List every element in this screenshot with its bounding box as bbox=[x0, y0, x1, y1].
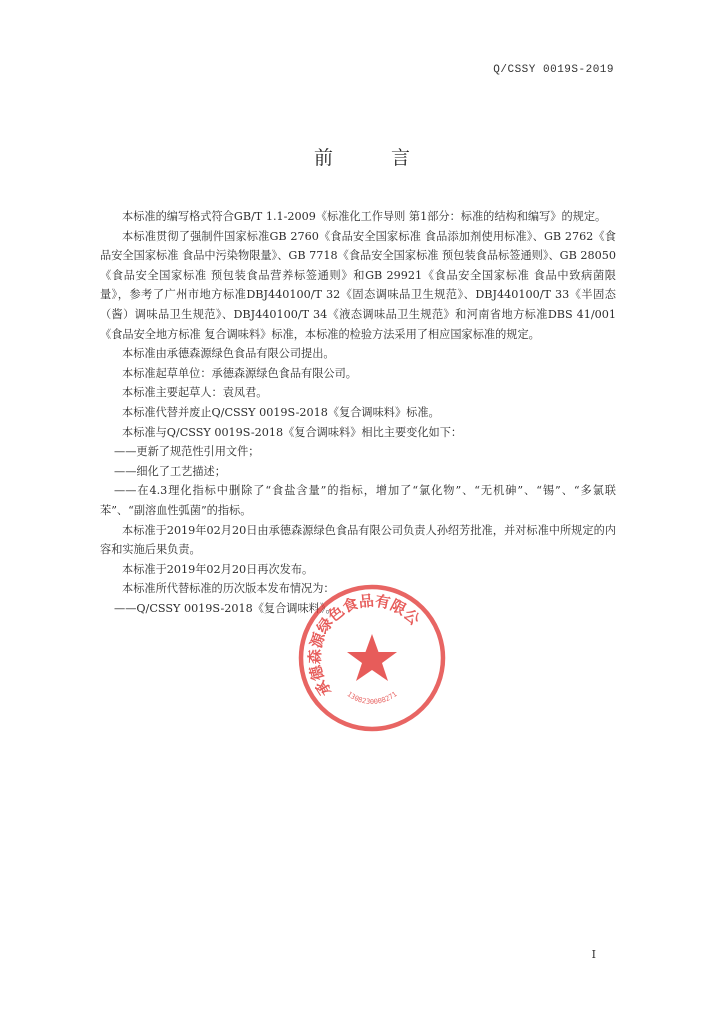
standard-code: Q/CSSY 0019S-2019 bbox=[493, 64, 614, 76]
paragraph: 本标准起草单位：承德森源绿色食品有限公司。 bbox=[122, 366, 357, 380]
paragraph: 本标准贯彻了强制件国家标准GB 2760《食品安全国家标准 食品添加剂使用标准》、GB 2762《食品安全国家标准 食品中污染物限量》、GB 7718《食品安全国家标准 预包装食品标签通则》、GB 28050《食品安全国家标准 预包装食品营养标签通则》和GB 29921《食品安全国家标准 食品中致病菌限量》，参考了广州市地方标准DBJ440100/T 32《固态调味品卫生规范》、DBJ440100/T 33《半固态（酱）调味品卫生规范》、DBJ440100/T 34《液态调味品卫生规范》和河南省地方标准DBS 41/001《食品安全地方标准 复合调味料》标准，本标准的检验方法采用了相应国家标准的规定。 bbox=[100, 229, 616, 341]
page-title: 前 言 bbox=[313, 147, 437, 169]
seal-star-icon bbox=[347, 634, 397, 681]
company-seal-stamp bbox=[296, 582, 448, 734]
seal-company-text: 承德森源绿色食品有限公司 bbox=[305, 591, 424, 700]
seal-number-text: 1308230008271 bbox=[345, 690, 399, 706]
document-body bbox=[100, 207, 616, 618]
list-item: ——细化了工艺描述； bbox=[114, 464, 226, 478]
list-item: ——在4.3理化指标中删除了“食盐含量”的指标，增加了“氯化物”、“无机砷”、“锡”、“多氯联苯”、“副溶血性弧菌”的指标。 bbox=[100, 484, 616, 517]
paragraph: 本标准代替并废止Q/CSSY 0019S-2018《复合调味料》标准。 bbox=[122, 405, 440, 419]
paragraph: 本标准由承德森源绿色食品有限公司提出。 bbox=[122, 347, 335, 361]
page-number: I bbox=[591, 948, 596, 961]
paragraph: 本标准所代替标准的历次版本发布情况为： bbox=[122, 582, 335, 596]
paragraph: 本标准主要起草人：袁凤君。 bbox=[122, 386, 268, 400]
paragraph: 本标准于2019年02月20日由承德森源绿色食品有限公司负责人孙绍芳批准，并对标准中所规定的内容和实施后果负责。 bbox=[100, 523, 616, 557]
paragraph: 本标准与Q/CSSY 0019S-2018《复合调味料》相比主要变化如下： bbox=[122, 425, 463, 439]
paragraph: 本标准于2019年02月20日再次发布。 bbox=[122, 562, 314, 576]
list-item: ——Q/CSSY 0019S-2018《复合调味料》。 bbox=[114, 601, 337, 615]
list-item: ——更新了规范性引用文件； bbox=[114, 445, 260, 459]
paragraph: 本标准的编写格式符合GB/T 1.1-2009《标准化工作导则 第1部分：标准的结构和编写》的规定。 bbox=[122, 210, 607, 223]
